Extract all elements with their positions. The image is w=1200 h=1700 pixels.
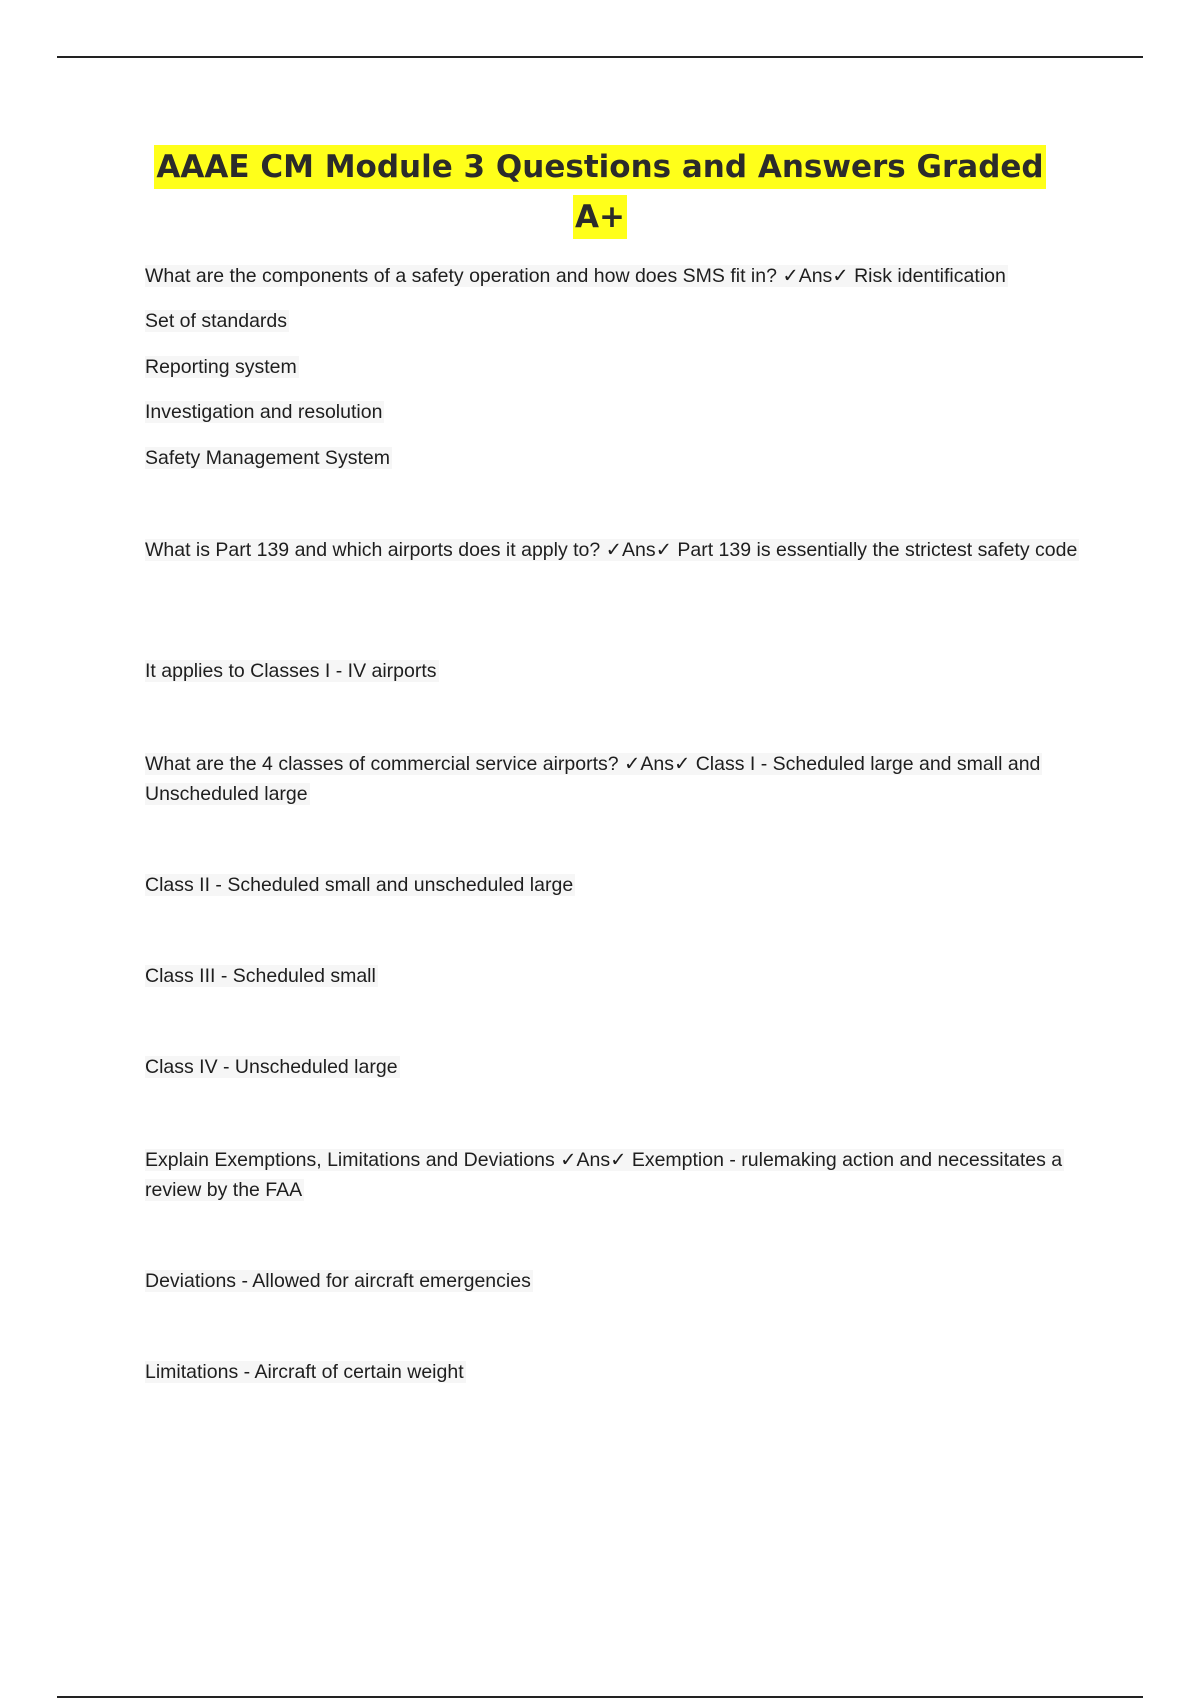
title-line-2: A+ — [573, 195, 627, 239]
answer-text: It applies to Classes I - IV airports — [145, 660, 437, 682]
answer-text: Safety Management System — [145, 447, 390, 469]
question-1 — [145, 261, 1085, 291]
answer-text: Class II - Scheduled small and unscheduled large — [145, 874, 574, 896]
answer-line — [145, 961, 378, 991]
question-3 — [145, 749, 1085, 809]
answer-line — [145, 306, 289, 336]
answer-text: Set of standards — [145, 310, 288, 332]
answer-text: Investigation and resolution — [145, 401, 383, 423]
question-4 — [145, 1145, 1085, 1205]
answer-line — [145, 443, 392, 473]
question-4-text: Explain Exemptions, Limitations and Deviations ✓Ans✓ Exemption - rulemaking action and necessitates a review by the FAA — [145, 1149, 1063, 1201]
question-1-text: What are the components of a safety operation and how does SMS fit in? ✓Ans✓ Risk identification — [145, 265, 1006, 287]
document-title — [100, 142, 1100, 242]
answer-text: Deviations - Allowed for aircraft emergencies — [145, 1270, 531, 1292]
answer-line — [145, 1052, 400, 1082]
footer-rule — [57, 1696, 1143, 1698]
answer-text: Class IV - Unscheduled large — [145, 1056, 398, 1078]
question-3-text: What are the 4 classes of commercial service airports? ✓Ans✓ Class I - Scheduled large and small and Unscheduled large — [145, 753, 1041, 805]
answer-text: Reporting system — [145, 356, 297, 378]
answer-text: Limitations - Aircraft of certain weight — [145, 1361, 464, 1383]
question-2-text: What is Part 139 and which airports does it apply to? ✓Ans✓ Part 139 is essentially the strictest safety code — [145, 539, 1078, 561]
answer-text: Class III - Scheduled small — [145, 965, 376, 987]
answer-line — [145, 1357, 466, 1387]
answer-line — [145, 870, 575, 900]
answer-line — [145, 1266, 533, 1296]
answer-line — [145, 656, 439, 686]
question-2 — [145, 535, 1085, 565]
answer-line — [145, 397, 384, 427]
header-rule — [57, 56, 1143, 58]
title-line-1: AAAE CM Module 3 Questions and Answers Graded — [154, 145, 1045, 189]
answer-line — [145, 352, 299, 382]
